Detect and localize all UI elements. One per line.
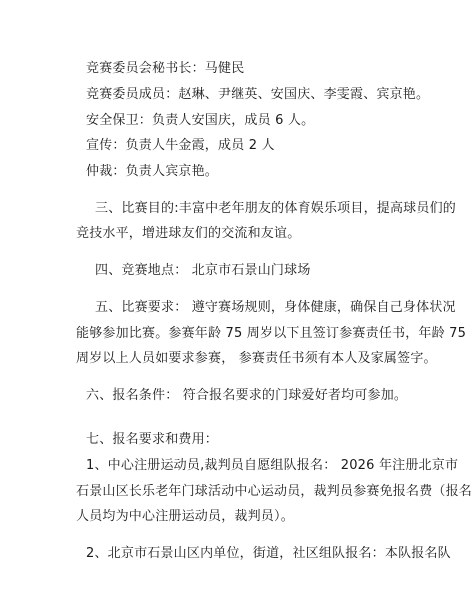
section-3-line-1: 三、比赛目的:丰富中老年朋友的体育娱乐项目，提高球员们的 [95, 201, 456, 216]
section-7-item-1-line-1: 1、中心注册运动员,裁判员自愿组队报名： 2026 年注册北京市 [86, 458, 459, 473]
section-7-item-1-line-2: 石景山区长乐老年门球活动中心运动员，裁判员参赛免报名费（报名 [76, 484, 472, 499]
committee-referee: 仲裁：负责人宾京艳。 [86, 164, 219, 179]
section-4-line-1: 四、竞赛地点： 北京市石景山门球场 [95, 263, 311, 278]
section-7-item-2-line-1: 2、北京市石景山区内单位，街道，社区组队报名：本队报名队 [86, 546, 451, 561]
section-5-line-3: 周岁以上人员如要求参赛， 参赛责任书须有本人及家属签字。 [76, 351, 437, 366]
committee-security: 安全保卫：负责人安国庆，成员 6 人。 [86, 113, 315, 128]
committee-publicity: 宣传：负责人牛金霞，成员 2 人 [86, 138, 275, 153]
section-7-heading: 七、报名要求和费用： [86, 432, 219, 447]
section-6-line-1: 六、报名条件： 符合报名要求的门球爱好者均可参加。 [86, 388, 408, 403]
section-3-line-2: 竞技水平，增进球友们的交流和友谊。 [76, 226, 301, 241]
committee-secretary-general: 竞赛委员会秘书长：马健民 [86, 61, 245, 76]
section-5-line-2: 能够参加比赛。参赛年龄 75 周岁以下且签订参赛责任书，年龄 75 [76, 326, 467, 341]
section-5-line-1: 五、比赛要求： 遵守赛场规则，身体健康，确保自己身体状况 [95, 300, 456, 315]
section-7-item-1-line-3: 人员均为中心注册运动员，裁判员）。 [76, 509, 294, 524]
committee-members: 竞赛委员成员：赵琳、尹继英、安国庆、李雯霞、宾京艳。 [86, 87, 430, 102]
